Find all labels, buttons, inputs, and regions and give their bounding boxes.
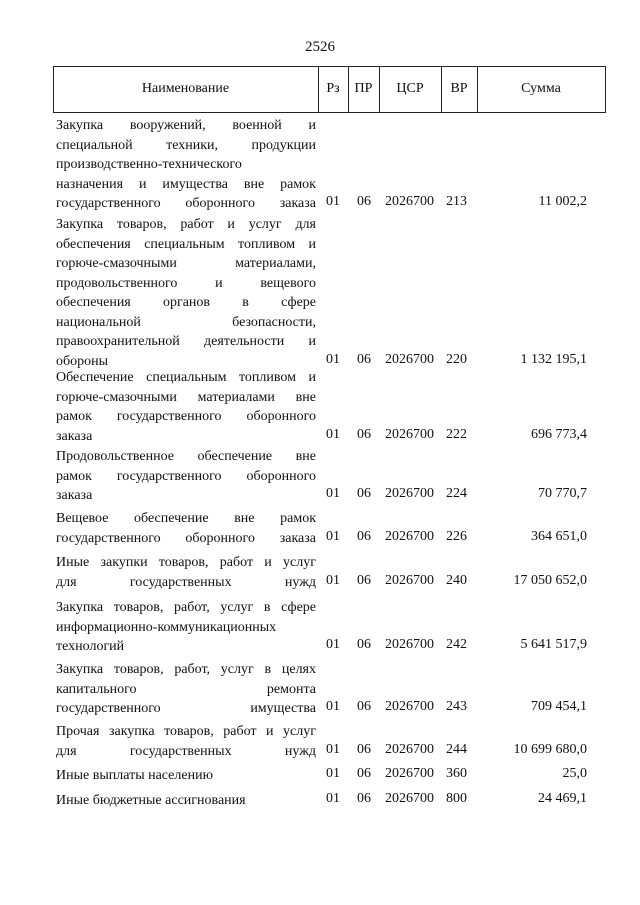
header-name: Наименование <box>141 81 230 96</box>
row-csr: 2026700 <box>385 426 434 442</box>
row-name-line: назначения и имущества вне рамок <box>56 176 316 192</box>
row-name-line: обеспечения органов в сфере <box>56 295 316 310</box>
row-name-line: заказа <box>56 428 93 444</box>
header-vr: ВР <box>450 81 468 96</box>
row-name-line: продовольственного и вещевого <box>56 275 316 291</box>
row-pr: 06 <box>357 699 371 714</box>
row-name <box>56 766 316 786</box>
row-csr: 2026700 <box>385 766 434 781</box>
row-vr: 243 <box>446 699 467 714</box>
header-csr: ЦСР <box>396 81 424 96</box>
row-name-line: Обеспечение специальным топливом и <box>56 370 316 385</box>
row-name-line: государственного оборонного заказа <box>56 196 316 211</box>
row-csr: 2026700 <box>385 351 434 367</box>
row-csr: 2026700 <box>385 572 434 588</box>
row-name-line: производственно-технического <box>56 157 242 172</box>
row-rz: 01 <box>326 766 340 781</box>
row-pr: 06 <box>357 528 371 544</box>
row-name-line: Закупка товаров, работ, услуг в целях <box>56 662 316 677</box>
row-pr: 06 <box>357 791 371 806</box>
row-pr: 06 <box>357 572 371 588</box>
row-vr: 242 <box>446 637 467 652</box>
row-rz: 01 <box>326 637 340 652</box>
row-pr: 06 <box>357 486 371 501</box>
row-name-line: Иные выплаты населению <box>56 768 214 783</box>
row-name <box>56 598 316 657</box>
row-pr: 06 <box>357 426 371 442</box>
row-name-line: Иные закупки товаров, работ и услуг <box>56 555 316 570</box>
row-name <box>56 215 316 371</box>
row-pr: 06 <box>357 637 371 652</box>
row-csr: 2026700 <box>385 699 434 714</box>
row-pr: 06 <box>357 766 371 781</box>
row-rz: 01 <box>326 426 340 442</box>
row-sum: 70 770,7 <box>538 486 587 501</box>
row-rz: 01 <box>326 572 340 588</box>
row-pr: 06 <box>357 741 371 757</box>
row-rz: 01 <box>326 791 340 806</box>
row-sum: 17 050 652,0 <box>513 572 587 588</box>
row-vr: 222 <box>446 426 467 442</box>
row-sum: 364 651,0 <box>531 528 587 544</box>
row-vr: 800 <box>446 791 467 806</box>
row-vr: 360 <box>446 766 467 781</box>
row-name-line: Иные бюджетные ассигнования <box>56 793 246 808</box>
row-name-line: капитального ремонта <box>56 681 316 697</box>
row-csr: 2026700 <box>385 528 434 544</box>
row-vr: 224 <box>446 486 467 501</box>
row-name-line: для государственных нужд <box>56 574 316 590</box>
row-sum: 1 132 195,1 <box>520 351 587 367</box>
row-sum: 11 002,2 <box>538 194 587 209</box>
row-name-line: Вещевое обеспечение вне рамок <box>56 511 316 526</box>
row-name-line: для государственных нужд <box>56 743 316 759</box>
row-name <box>56 722 316 761</box>
row-name-line: горюче-смазочными материалами вне <box>56 389 316 405</box>
row-name <box>56 368 316 446</box>
row-vr: 213 <box>446 194 467 209</box>
row-name-line: государственного оборонного заказа <box>56 530 316 546</box>
row-name-line: Закупка товаров, работ, услуг в сфере <box>56 600 316 615</box>
row-rz: 01 <box>326 699 340 714</box>
row-name-line: рамок государственного оборонного <box>56 409 316 424</box>
page-number: 2526 <box>305 39 335 55</box>
row-vr: 226 <box>446 528 467 544</box>
row-name <box>56 116 316 214</box>
row-pr: 06 <box>357 194 371 209</box>
row-sum: 709 454,1 <box>531 699 587 714</box>
row-name-line: правоохранительной деятельности и <box>56 334 316 349</box>
row-vr: 244 <box>446 741 467 757</box>
row-name-line: обеспечения специальным топливом и <box>56 236 316 252</box>
row-rz: 01 <box>326 486 340 501</box>
row-name-line: заказа <box>56 488 93 503</box>
row-name-line: специальной техники, продукции <box>56 137 316 153</box>
row-name-line: информационно-коммуникационных <box>56 619 277 635</box>
row-vr: 220 <box>446 351 467 367</box>
row-csr: 2026700 <box>385 486 434 501</box>
row-name-line: Закупка товаров, работ и услуг для <box>56 217 316 232</box>
header-pr: ПР <box>354 81 373 96</box>
row-vr: 240 <box>446 572 467 588</box>
row-name-line: обороны <box>56 353 109 369</box>
row-name <box>56 509 316 548</box>
row-name-line: технологий <box>56 639 125 654</box>
table-header <box>53 66 606 113</box>
row-name-line: государственного имущества <box>56 701 316 716</box>
row-name-line: Прочая закупка товаров, работ и услуг <box>56 724 316 739</box>
row-sum: 24 469,1 <box>538 791 587 806</box>
row-rz: 01 <box>326 351 340 367</box>
row-name-line: горюче-смазочными материалами, <box>56 256 316 271</box>
row-sum: 25,0 <box>562 766 587 781</box>
row-name-line: национальной безопасности, <box>56 314 316 330</box>
row-csr: 2026700 <box>385 741 434 757</box>
header-sum: Сумма <box>521 81 561 96</box>
row-csr: 2026700 <box>385 637 434 652</box>
header-rz: Рз <box>326 81 340 96</box>
row-rz: 01 <box>326 528 340 544</box>
row-name <box>56 791 316 811</box>
row-name <box>56 553 316 592</box>
row-rz: 01 <box>326 194 340 209</box>
row-csr: 2026700 <box>385 194 434 209</box>
row-sum: 10 699 680,0 <box>513 741 587 757</box>
row-name-line: рамок государственного оборонного <box>56 468 316 484</box>
row-sum: 696 773,4 <box>531 426 587 442</box>
row-name-line: Закупка вооружений, военной и <box>56 118 316 133</box>
header-divider <box>605 67 606 112</box>
row-name-line: Продовольственное обеспечение вне <box>56 449 316 464</box>
row-sum: 5 641 517,9 <box>520 637 587 652</box>
row-rz: 01 <box>326 741 340 757</box>
row-csr: 2026700 <box>385 791 434 806</box>
row-name <box>56 447 316 506</box>
row-name <box>56 660 316 719</box>
row-pr: 06 <box>357 351 371 367</box>
